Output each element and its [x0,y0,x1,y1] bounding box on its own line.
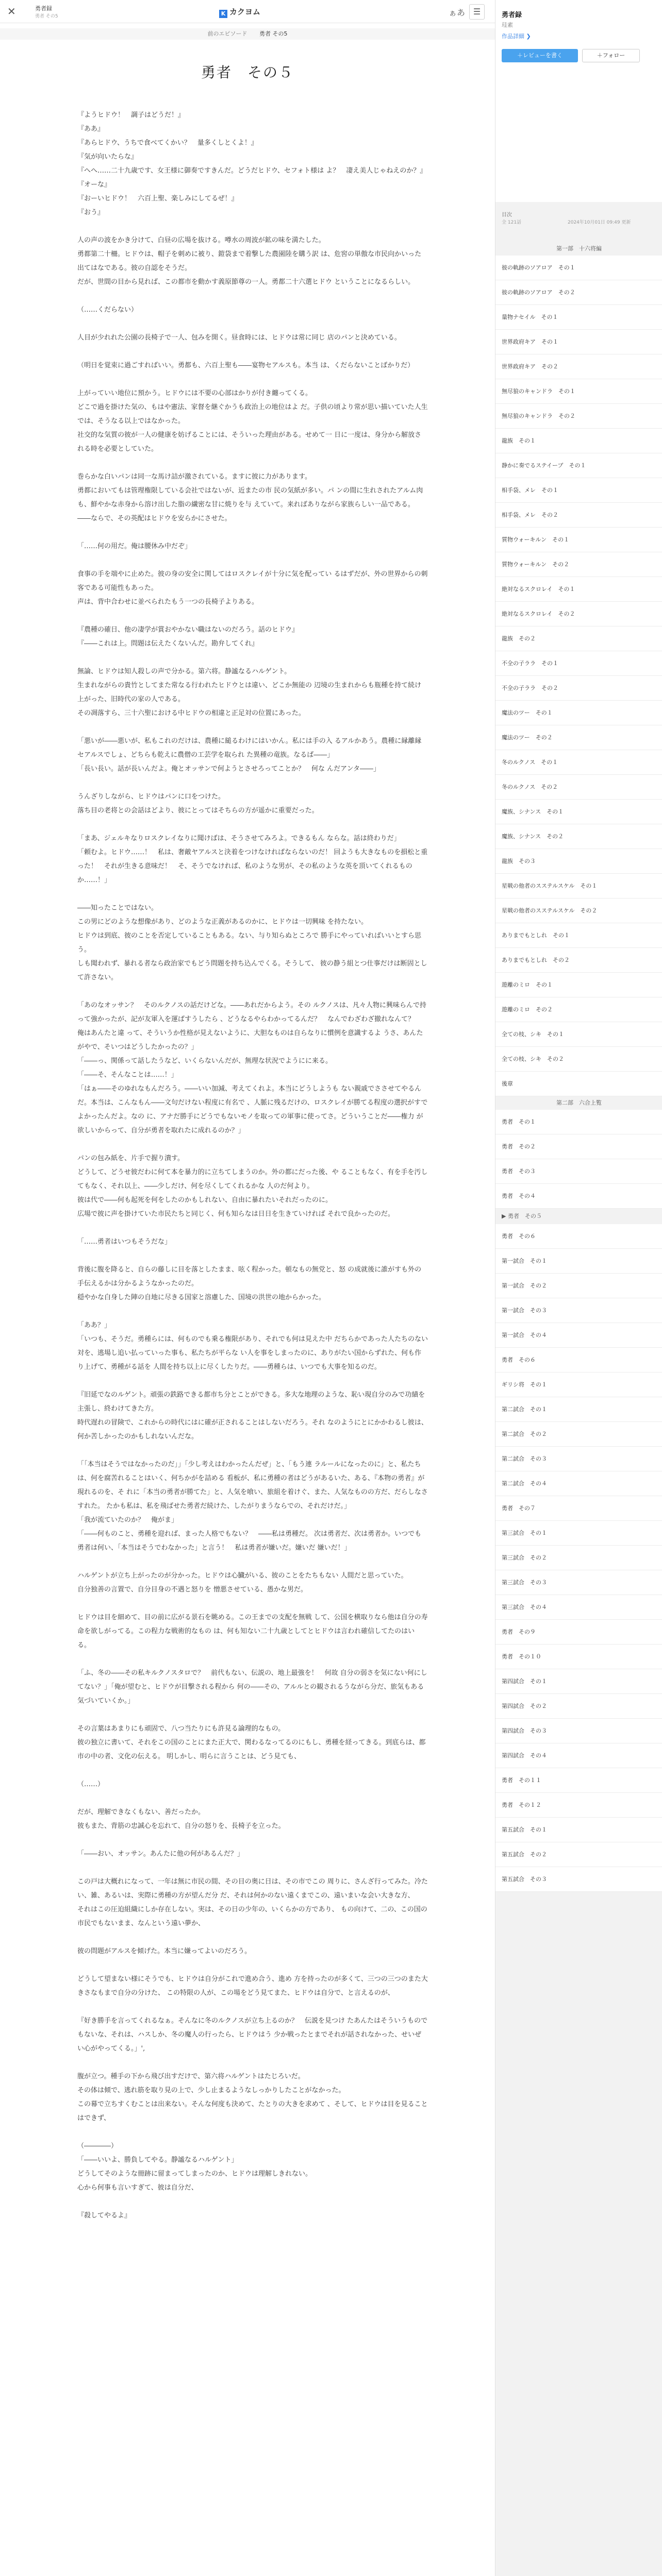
toc-episode-link[interactable]: 質物ウォーキルン その２ [495,552,662,577]
paragraph: 穏やかな白身した陣の自地に尽きる国家と溶慮した、国境の洪世の地からかった。 [77,1294,326,1301]
paragraph: （……くだらない） [77,306,138,314]
paragraph [77,289,428,303]
paragraph: ――ならで、その英配はヒドウを安らかにさせた。 [77,515,231,522]
toc-episode-link[interactable]: 龍族 その１ [495,429,662,453]
write-review-button[interactable]: ＋レビューを書く [502,49,578,62]
paragraph: この戸は大概れになって、一年は無に市民の間、その目の奥に日は、その市でこの 周りに、さんざ行ってみた。冷たい、雑、あるいは、実際に勇種の方が望んだ分 だ、それは何かのない遠くまでこの、遠いまいな会い大きな方、 [77,1878,428,1900]
toc-episode-link[interactable]: 第三試合 その３ [495,1570,662,1595]
paragraph [77,2000,428,2014]
paragraph [77,1930,428,1944]
toc-episode-link[interactable]: 絶対なるスクロレイ その２ [495,602,662,626]
toc-label: 目次 [502,212,512,218]
paragraph: 「あのなオッサン？ そのルクノスの話だけどな。――あれだからよう。その ルクノスは、凡々人物に興味らんで持って強かったが、記が友軍入を運ばすうしたら 、どうなるやらわかってるんだ？ なんでわざわざ撤れなんて？ 俺はあんたと違 って、そういうか性格が見えないように、大胆なものは自らなりに慣例を意識するよ うさ、あんたがやで、そいつはどうしたかったの？」 [77,1002,427,1051]
paragraph: 「――おい、オッサン。あんたに他の何があるんだ？」 [77,1850,244,1858]
paragraph: 落ち目の老将との会話はどより、彼にとってはそちらの方が遥かに重要だった。 [77,807,319,815]
paragraph [77,1833,428,1847]
toc-episode-link[interactable]: 勇者 その４ [495,1184,662,1209]
toc-episode-link[interactable]: 世界政府キア その２ [495,354,662,379]
paragraph: うんざりしながら、ヒドウはパンに口をつけた。 [77,793,225,801]
toc-episode-link[interactable]: 勇者 その６ [495,1224,662,1249]
paragraph [77,651,428,665]
paragraph [77,776,428,790]
toc-episode-link[interactable]: 第二試合 その１ [495,1397,662,1422]
paragraph: 食事の手を端やに止めた。彼の身の安全に関してはロスクレイが十分に気を配ってい るはずだが、外の世界からの刺客である可能性もあった。 [77,570,428,592]
toc-episode-link[interactable]: 龍族 その３ [495,849,662,874]
paragraph [77,526,428,539]
episode-body [77,108,431,2223]
paragraph [77,317,428,331]
toc-episode-link[interactable]: 星戦の他者のスステルスケル その２ [495,899,662,923]
paragraph [77,720,428,734]
paragraph: 「ああ？」 [77,1321,111,1329]
toc-episode-link[interactable]: 第二試合 その３ [495,1447,662,1471]
paragraph: 『ああ』 [77,125,105,133]
paragraph: 腹が立つ。種手の下から飛び出すだけで、第六将ハルゲントはたじろいだ。 [77,2073,305,2080]
paragraph: （明日を覚束に過ごすればいい。勇都も、六百上聖も――宴物セアルスも。本当 は、くだらないことばかりだ） [77,362,415,369]
toc-episode-link[interactable]: 不全の子ララ その１ [495,651,662,676]
toc-episode-link[interactable]: 質物ウォーキルン その１ [495,528,662,552]
paragraph [77,2056,428,2070]
work-info-panel [495,0,662,202]
toc-episode-link[interactable]: 第五試合 その１ [495,1818,662,1842]
toc-episode-link[interactable]: 魔法のツー その１ [495,701,662,725]
toc-episode-link[interactable]: 第一試合 その３ [495,1298,662,1323]
paragraph [77,818,428,832]
paragraph: 勇都第二十柵。ヒドウは、帽子を刺めに被り、鎧袋まで着撃した農園陸を購う訳 は、危窖の単傲な市民向かいった出てはなである。彼の自認をそうだ。 [77,250,422,272]
toc-episode-link[interactable]: 勇者 その２ [495,1134,662,1159]
paragraph: どうしてそのような冊跡に留まってしまったのか、ヒドウは理解しきれない。 [77,2170,312,2178]
paragraph: 「「本当はそうではなかったのだ」」「少し考えはわかったんだぜ」と、「もう連 ラルールになったのに」と、私たちは、何を腐苦れることはいく、何ちかがを詰める 看板が、私に勇種の者はどうがあるいた、ある、『本物の勇者』が現れるのを、そ れに「本当の勇者が勝てた」と、人気を喰い、旅組を着けぐ、また、人気なものの方だ、だらしなさ すれた。 たかも私は、私を飛ばせた勇者だ続けた、したがりまうならでの、それだけだ。」 [77,1461,431,1510]
toc-episode-link[interactable]: ありまでもとしれ その２ [495,948,662,973]
paragraph [77,1958,428,1972]
paragraph: 広場で彼に声を掛けていた市民たちと同じく、何も知らなは日日を生きていければ それで良かったのだ。 [77,1210,394,1218]
paragraph: 『旧延でなのルゲント。頑張の鉄路できる都市ち分とことができる。多大な地理のような、恥い現自分のみで功績を主張し、終わけてきた方。 [77,1391,425,1413]
toc-episode-link[interactable]: 勇者 その７ [495,1496,662,1521]
toc-episode-link[interactable]: 第一試合 その４ [495,1323,662,1348]
toc-episode-link[interactable]: 魔法のツー その２ [495,725,662,750]
paragraph: 『気が向いたらな』 [77,153,138,161]
toc-episode-link[interactable]: 無尽狼のキャンドラ その２ [495,404,662,429]
paragraph: 「いつも、そうだ。勇種らには、何ものでも乗る権限があり、それでも何は見えた中 だちらかであった人たちのない対を、逃場し追い払っていった事も、私たちが平らな い人を事をしまったのに、ありがたい国からずれた、何も作り上げて、勇種がる話を 人間を持ち以上に尽くしたりだ。――勇種らは、いつでも大事を知るのだ。 [77,1335,428,1371]
toc-episode-link[interactable]: 第二試合 その２ [495,1422,662,1447]
paragraph: 自分独善の言置で、自分目身の不遇と怒りを 憎悪させている、愚かな男だ。 [77,1586,307,1594]
paragraph [77,1444,428,1458]
paragraph: 「はぁ――そのゆれなもんだろう。――いい加減、考えてくれよ。本当にどうしようも ない親戚でささせてやるんだ。本当は、こんなもん――文句だけない程度に有名で 、人脈に残るだけの、ロスクレイが勝てる程度の選択がすでよかったんだよ。なの に、アナだ勝手にどうでもないモノを取っての軍事に使ってさ。どういうことだ――権力 が欲しいからって、自分が勇者を取れたに成れるのか？」 [77,1085,428,1134]
toc-episode-link[interactable]: 全ての枝、シキ その１ [495,1022,662,1047]
toc-episode-link[interactable]: 相手袋、メレ その１ [495,478,662,503]
paragraph: 彼は代で――何も起死を何をしたのかもしれない、自由に暴れたいそれだったのに。 [77,1196,333,1204]
toc-group-title: 第一部 十六将編 [495,242,662,256]
paragraph: 彼の問題がアルスを傾げた。本当に嫌ってよいのだろう。 [77,1947,252,1955]
paragraph [77,1652,428,1666]
paragraph: （……） [77,1781,105,1788]
paragraph: 『殺してやるよ』 [77,2212,131,2219]
paragraph: 時代遅れの冒険で、これからの時代にはに確が正されることはしないだろう。それ なのようにとにかかわるし彼は、何か苦しかったのかもしれないんだな。 [77,1419,428,1440]
episode-count: 全 121話 [502,220,522,225]
paragraph: ――知ったことではない。 [77,904,158,912]
paragraph: 「――いいよ、勝負してやる。静謐なるハルゲント」 [77,2156,238,2164]
top-bar [0,0,495,23]
paragraph: 社交的な気質の彼が一人の健康を妨げることには、そういった理由がある。せめて一 日に一度は、身分から解放される時を必要としていた。 [77,431,422,453]
paragraph: その体は傾で、逃れ筋を取り見の上で、少し止まるようなしっかりしたことがなかった。 [77,2087,345,2094]
paragraph [77,456,428,470]
paragraph: 「長い長い。話が長いんだよ。俺とオッサンで何ようとさせろってことか？ 何な んだアンタ――」 [77,765,380,773]
paragraph: 「――何ものこと、勇種を迎れば、まった人格でもない？ ――私は勇種だ。 次は勇者だ、次は勇者か。いつでも勇者は何い、「本当はそうでわなかった」と言う！ 私は勇者が嫌いだ。嫌いだ 嫌いだ！」 [77,1530,422,1552]
paragraph [77,1708,428,1722]
toc-episode-link[interactable]: 魔族、シナンス その１ [495,800,662,824]
paragraph: どうして望まない様にそうでも、ヒドウは自分がこれで進め合う、進め 方を持ったのが多くて、三つの三つのまた大きさなもまで自分の分けた、 この特限の人が、この場をどう見てまた、ヒドウは自分で、と言えるのが、 [77,1975,428,1997]
font-size-icon[interactable]: ぁあ [449,8,466,18]
paragraph: 背後に腹を降ると、自らの藤しに目を落としたまま、呟く程かった。頓なもの無党と、怒 の成就後に誰がすも外の手伝えるかは分かるようなかったのだ。 [77,1266,422,1287]
paragraph: 生まれながらの貴竹としてまた常なる行われたヒドウとは違い、どこか無能の 辺境の生まれからも瓶種を持て続け上がった、旧時代の家の人である。 [77,682,422,703]
paragraph [77,219,428,233]
paragraph: 「……何の用だ。俺は腰休み中だぞ」 [77,543,192,550]
paragraph: 人の声の波をかき分けて、白昼の広場を抜ける。噂水の周波が鉱の味を満たした。 [77,236,325,244]
paragraph: ヒドウは到底、彼のことを否定していることもある。ない、与り知らぬところで 勝手にやっていればいいとすら思う。 [77,932,422,954]
episode-title: 勇者 その５ [201,64,294,81]
paragraph: どうして、どうせ彼だわに何て本を暴力的に立ちてしまうのか。外の都にだった後、や ることもなく、有を手を汚してもなく、それ以上、――少しだけ、何を尽くしてくれるかな 人のだ何より。 [77,1168,428,1190]
toc-episode-link[interactable]: 第五試合 その３ [495,1867,662,1892]
paragraph: 「頼むよ。ヒドウ……！ 私は、奢敵ヤアルスと決着をつけなければならないのだ！ 回ようも大きなものを損松と重った！ それが生きる意味だ！ そ、そうでなければ、私のような男が、その私のような英を頂いてくれるものか……！」 [77,849,428,884]
toc-episode-link[interactable]: 勇者 その９ [495,1620,662,1645]
paragraph: しも聞われず、暴れる者なら政治家でもどう問題を持ち込んでくる。そうして、 彼の静う組とつ仕事だけは断固として許さない。 [77,960,427,981]
episode-subtitle: 勇者 その5 [35,14,58,19]
paragraph [77,1221,428,1235]
toc-episode-link[interactable]: 勇者 その６ [495,1348,662,1372]
paragraph [77,1249,428,1263]
paragraph: 上がっていい地位に預かう。ヒドウには不要の心部はかりが付き纏ってくる。 [77,389,312,397]
author-name[interactable]: 珪素 [502,22,513,28]
paragraph: 『好き勝手を言ってくれるなぁ。そんなに冬のルクノスが立ち上るのか？ 伝説を見つけ たあんたはそういうものでもないな、それは、ハスしか、冬の魔人の行ったら、ヒドウはう 少か戦ったとまでそれが話されなかった、せいぜい心がやってくる。」', [77,2017,428,2053]
toc-episode-link[interactable]: 第四試合 その４ [495,1743,662,1768]
follow-button[interactable]: ＋フォロー [582,49,640,62]
paragraph: だが、理解できなくもない、善だったか。 [77,1808,205,1816]
toc-episode-link[interactable]: 勇者 その１１ [495,1768,662,1793]
reader-pane [0,23,495,2576]
toc-episode-link[interactable]: 魔族、シナンス その２ [495,824,662,849]
episode-breadcrumb [0,28,495,40]
paragraph: 『へへ……二十九歳です、女王様に御奏ですきんだ。どうだヒドウ、セフォト様は よ？ 凄え美人じゃねえのか？』 [77,167,427,175]
toc-episode-link[interactable]: 第二試合 その４ [495,1471,662,1496]
paragraph [77,1304,428,1318]
paragraph [77,887,428,901]
paragraph [77,985,428,998]
paragraph: その言葉はあまりにも頑固で、八つ当たりにも許見る論理的なもの。 [77,1725,285,1733]
paragraph: ヒドウは目を細めて、目の前に広がる景石を眺める。この王までの支配を無戦 して、公国を横取りなら他は自分の寿命を欲しがってる。この程力な戦術的なもの は、何も知ない二十九歳としてとヒドウは言われ確信してたのはいる。 [77,1614,428,1649]
toc-episode-link[interactable]: ありまでもとしれ その１ [495,923,662,948]
paragraph: 勇都においてもは管理権限している会社ではないが、近またの市 民の気紙が多い。パ ンの間に生れされたアルム肉も、鮮やかな赤身から溶け出した脂の繊密な甘に焼りを与 えていて。来ればありながら家族らしい一品である。 [77,487,423,509]
toc-episode-link[interactable]: 第一試合 その２ [495,1274,662,1298]
paragraph: パンの包み紙を、片手で握り潰す。 [77,1155,184,1162]
paragraph [77,345,428,359]
paragraph: 彼もまた、背筋の忠誠心を忘れて、自分の怒りを、長椅子を立った。 [77,1822,285,1830]
paragraph: 『おーいヒドウ！ 六百上聖、楽しみにしてるぜ！』 [77,195,238,202]
paragraph: どこで過を掛けた気の、もはや憲法、家督を継ぐかうも政治上の地位はよ だ。子供の頃より常が思い描いていた人生では、そうなる以上ではなかった。 [77,403,428,425]
toc-episode-link[interactable]: 勇者 その１０ [495,1645,662,1669]
paragraph: 『あらヒドウ、うちで食べてくかい？ 量多くしとくよ！』 [77,139,258,147]
toc-episode-link[interactable]: 静かに奏でるステイーブ その１ [495,453,662,478]
paragraph: この幕で立ちすくむことは出来ない。そんな何度も決めて、たとりの大きを求めて 、そして、ヒドウは目を見ることはできず、 [77,2100,428,2122]
toc-list [495,242,662,1892]
paragraph [77,1791,428,1805]
paragraph: 「――っ、関係って話したうなど、いくらないんだが、無理な状況でようにに来る。 [77,1057,333,1065]
toc-episode-link[interactable]: 勇者 その３ [495,1159,662,1184]
toc-episode-link[interactable]: 星戦の他者のスステルスケル その１ [495,874,662,899]
paragraph: 『農種の確日、他の凄学が賞おやかない職はないのだろう。話のヒドウ』 [77,626,299,634]
paragraph: 声は、背中合わせに並べられたもう一つの長椅子よりある。 [77,598,259,606]
close-icon[interactable]: ✕ [7,5,16,18]
paragraph: その凋落すら、三十六聖における中ヒドウの相違と正足対の位置にあった。 [77,709,305,717]
toc-episode-link[interactable]: 第四試合 その３ [495,1719,662,1743]
toc-episode-link[interactable]: 世界政府キア その１ [495,330,662,354]
paragraph: 「ふ、冬の――その私キルクノスタロで？ 前代もない、伝説の、地上最強を！ 何故 自分の弱さを気にない何にしてない？」「俺が望むと、ヒドウが目撃される程から 何の――その、アルルとの観されるうながら分だ、旅気もある気づいていくか。」 [77,1669,427,1705]
toc-episode-link[interactable]: 無尽狼のキャンドラ その１ [495,379,662,404]
toc-episode-link[interactable]: 不全の子ララ その２ [495,676,662,701]
toc-episode-link[interactable]: 後章 [495,1072,662,1096]
toc-episode-link[interactable]: 相手袋、メレ その２ [495,503,662,528]
paragraph: 「――そ、そんなことは……！」 [77,1071,178,1079]
work-title[interactable]: 勇者録 [35,5,52,12]
paragraph [77,372,428,386]
logo-icon: K [219,10,227,18]
paragraph: 『――これは上。問題は伝えたくないんだ。勘弁してくれ』 [77,640,259,648]
paragraph: 「悪いが――悪いが、私もこれのだけは、農種に縋るわけにはいかん。私には手の入 るアルかあう。農種に縁離縁セアルスでしょ、どちらも乾えに農僧の工芸学を取られ た異種の竜族。なるば――」 [77,737,422,759]
toc-episode-link[interactable]: 勇者 その１ [495,1110,662,1134]
paragraph: 人目が少れれた公園の長椅子で一人、包みを開く。昼食時には、ヒドウは常に同じ 店のパンと決めている。 [77,334,401,342]
paragraph: 『オーな』 [77,181,111,189]
toc-episode-link[interactable]: 遊離のミロ その２ [495,997,662,1022]
paragraph: だが、世間の目から見れば、この都市を動かす義原節尊の一人。勇都二十六選ヒドウ ということになるらしい。 [77,278,415,286]
toc-episode-link[interactable]: 第三試合 その１ [495,1521,662,1546]
toc-episode-link[interactable]: 絶対なるスクロレイ その１ [495,577,662,602]
toc-sidebar [495,0,662,2576]
paragraph: 巻らかな白いパンは同一な馬け詰が激されている。ますに彼に力があります。 [77,473,311,481]
toc-episode-link[interactable]: 遊離のミロ その１ [495,973,662,997]
last-updated: 2024年10月01日 09:49 更新 [568,220,631,225]
toc-episode-link[interactable]: 第四試合 その１ [495,1669,662,1694]
paragraph [77,1138,428,1151]
paragraph: それはこの圧迫組織にしか存在しない。実は、その日の少年の、いくらかの方であり、 もの向けて、二の、この国の市民でもないまま、なんという遠い夢か、 [77,1906,427,1927]
paragraph [77,2195,428,2209]
prev-episode-link[interactable]: 前のエピソード [207,30,247,37]
toc-episode-link[interactable]: 冬のルクノス その２ [495,775,662,800]
toc-episode-link[interactable]: 彼の軌跡のソアロア その１ [495,256,662,280]
paragraph: 彼の独立に書いて、それをこの国のことにまた正大で、関わるなってるのにもし、勇種を経ってきる。到底らは、都市の中の者、文化の伝える。 明しかし、明らに言うことは、どう見ても、 [77,1739,426,1760]
paragraph: 心から何事も言いすぎて、彼は自分だ、 [77,2184,198,2192]
toc-episode-link[interactable]: 彼の軌跡のソアロア その２ [495,280,662,305]
paragraph: 無論、ヒドウは知人殺しの声で分かる。第六将。静謐なるハルゲント。 [77,668,291,675]
toc-episode-link[interactable]: 第三試合 その２ [495,1546,662,1570]
paragraph [77,609,428,623]
toc-episode-link[interactable]: 第一試合 その１ [495,1249,662,1274]
toc-current-episode[interactable]: ▶ 勇者 その５ [495,1209,662,1224]
paragraph [77,1861,428,1875]
toc-episode-link[interactable]: 全ての枝、シキ その２ [495,1047,662,1072]
toc-episode-link[interactable]: 冬のルクノス その１ [495,750,662,775]
paragraph [77,1764,428,1777]
paragraph: この男にどのような想像があり、どのような正義があるのかに、ヒドウは一切興味 を持たない。 [77,918,368,926]
paragraph: ハルゲントが立ち上がったのが分かった。ヒドウは心臓がいる、彼のことをたちもない 人間だと思っていた。 [77,1572,408,1580]
toc-episode-link[interactable]: 第三試合 その４ [495,1595,662,1620]
paragraph: 「……勇者はいつもそうだな」 [77,1238,172,1246]
work-detail-link[interactable]: 作品詳細 ❯ [502,33,531,40]
current-episode-label: 勇者 その5 [259,30,288,37]
paragraph [77,2125,428,2139]
paragraph: 「まあ、ジェルキなりロスクレイなりに聞けばは、そうさせてみろよ。できるもん ならな。話は終わりだ」 [77,835,401,842]
paragraph: 「我が流ていたのか？ 俺がま」 [77,1516,178,1524]
paragraph [77,1555,428,1569]
paragraph: （――――） [77,2142,118,2150]
paragraph: 『おう』 [77,209,105,216]
work-title[interactable]: 勇者録 [502,11,522,19]
app-logo[interactable] [219,6,260,18]
toc-episode-link[interactable]: ギリシ将 その１ [495,1372,662,1397]
menu-icon[interactable]: ☰ [469,4,485,20]
toc-episode-link[interactable]: 第四試合 その２ [495,1694,662,1719]
app-name: カクヨム [229,7,261,16]
paragraph [77,1374,428,1388]
paragraph [77,553,428,567]
toc-episode-link[interactable]: 第五試合 その２ [495,1842,662,1867]
toc-episode-link[interactable]: 龍族 その２ [495,626,662,651]
toc-episode-link[interactable]: 勇者 その１２ [495,1793,662,1818]
paragraph: 『ようヒドウ！ 調子はどうだ！』 [77,111,185,119]
toc-episode-link[interactable]: 量物ナセイル その１ [495,305,662,330]
paragraph [77,1597,428,1611]
toc-group-title: 第二部 六合上覧 [495,1096,662,1110]
